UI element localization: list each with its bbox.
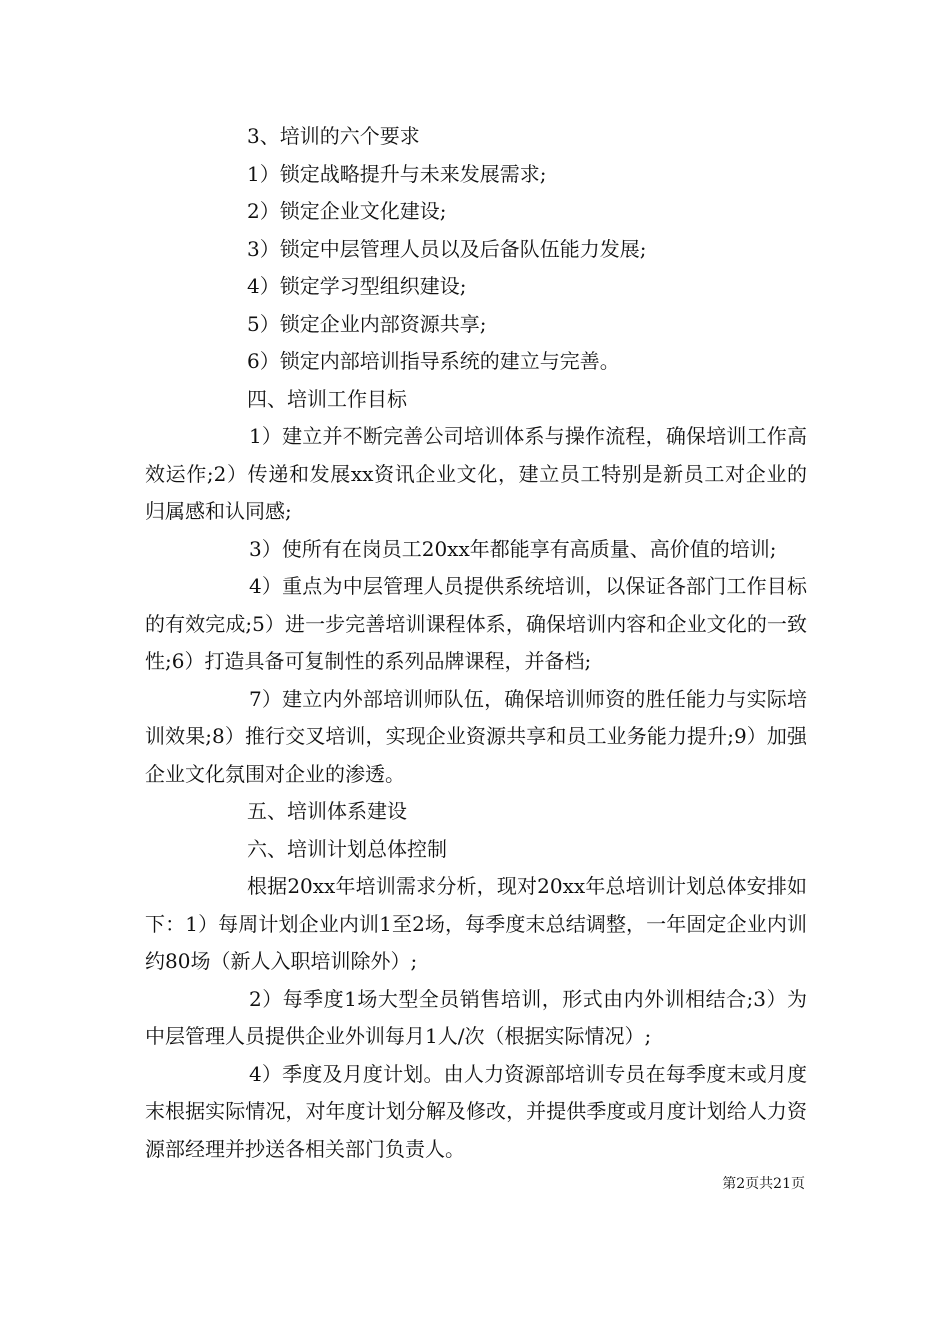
paragraph: 2）每季度1场大型全员销售培训，形式由内外训相结合;3）为中层管理人员提供企业外训每月1人/次（根据实际情况）;: [145, 986, 807, 1048]
page-number-footer: 第2页共21页: [722, 1176, 805, 1192]
section-heading-system: 五、培训体系建设: [247, 799, 407, 823]
paragraph: 7）建立内外部培训师队伍，确保培训师资的胜任能力与实际培训效果;8）推行交叉培训，实现企业资源共享和员工业务能力提升;9）加强企业文化氛围对企业的渗透。: [145, 686, 807, 786]
list-item: 1）锁定战略提升与未来发展需求;: [247, 161, 547, 186]
section-heading-plan-control: 六、培训计划总体控制: [247, 836, 447, 861]
section-heading-goals: 四、培训工作目标: [247, 386, 407, 411]
list-item: 2）锁定企业文化建设;: [247, 199, 447, 223]
paragraph: 根据20xx年培训需求分析，现对20xx年总培训计划总体安排如下：1）每周计划企业内训1至2场，每季度末总结调整，一年固定企业内训约80场（新人入职培训除外）;: [145, 874, 807, 973]
list-item: 3）锁定中层管理人员以及后备队伍能力发展;: [247, 236, 647, 261]
document-body: [145, 118, 807, 1168]
paragraph: 3）使所有在岗员工20xx年都能享有高质量、高价值的培训;: [249, 536, 777, 561]
section-heading-requirements: 3、培训的六个要求: [247, 124, 420, 148]
list-item: 4）锁定学习型组织建设;: [247, 274, 467, 298]
paragraph: 4）季度及月度计划。由人力资源部培训专员在每季度末或月度末根据实际情况，对年度计划分解及修改，并提供季度或月度计划给人力资源部经理并抄送各相关部门负责人。: [145, 1061, 807, 1161]
list-item: 6）锁定内部培训指导系统的建立与完善。: [247, 349, 620, 373]
paragraph: 1）建立并不断完善公司培训体系与操作流程，确保培训工作高效运作;2）传递和发展xx资讯企业文化，建立员工特别是新员工对企业的归属感和认同感;: [145, 424, 807, 523]
list-item: 5）锁定企业内部资源共享;: [247, 311, 487, 336]
paragraph: 4）重点为中层管理人员提供系统培训，以保证各部门工作目标的有效完成;5）进一步完善培训课程体系，确保培训内容和企业文化的一致性;6）打造具备可复制性的系列品牌课程，并备档;: [145, 574, 807, 673]
